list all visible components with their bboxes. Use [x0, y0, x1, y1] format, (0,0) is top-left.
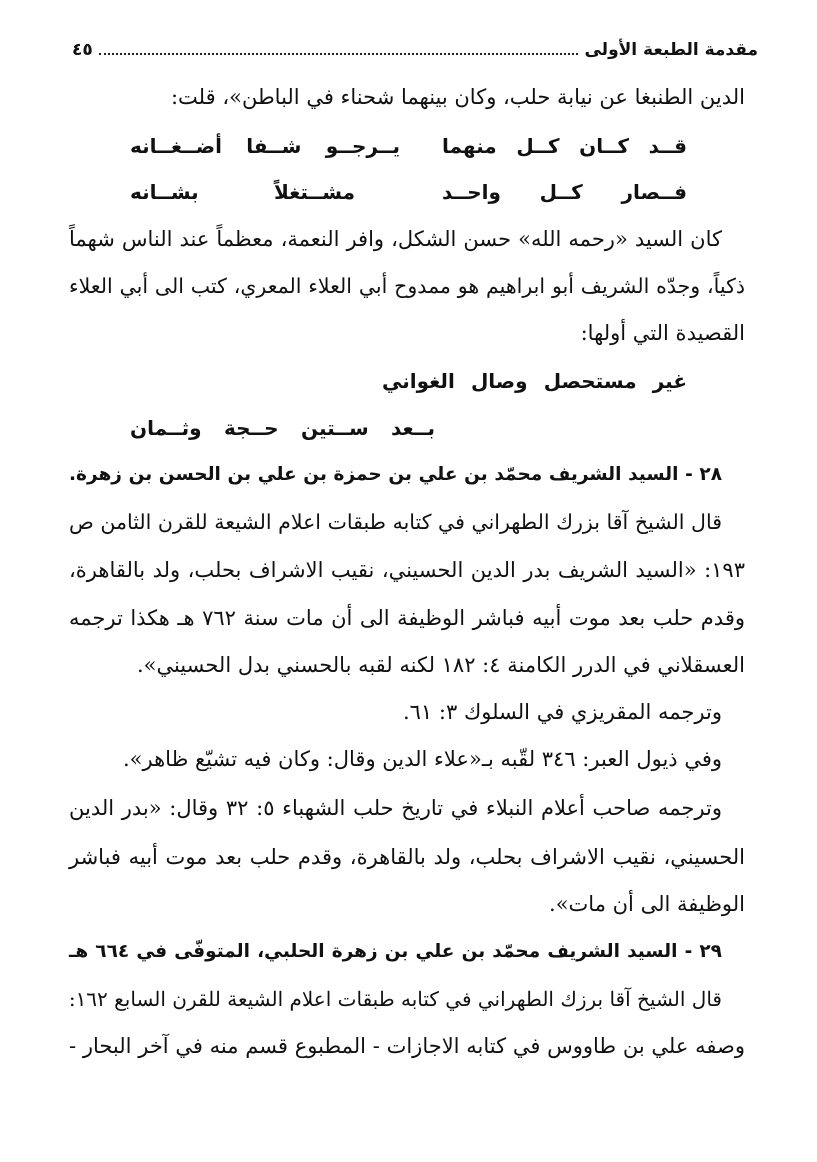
verse-hemistich-left: مشــتغلاً بشــانه: [130, 180, 355, 204]
text-line: وصفه علي بن طاووس في كتابه الاجازات - المطبوع قسم منه في آخر البحار -: [69, 1034, 745, 1058]
text-line: ذكياً، وجدّه الشريف أبو ابراهيم هو ممدوح أبي العلاء المعري، كتب الى أبي العلاء: [69, 274, 745, 298]
verse-line: بــعد ســتين حــجة وثــمان: [130, 416, 435, 440]
text-line: قال الشيخ آقا برزك الطهراني في كتابه طبقات اعلام الشيعة للقرن السابع ١٦٢:: [68, 987, 722, 1011]
text-line: ١٩٣: «السيد الشريف بدر الدين الحسيني، نقيب الاشراف بحلب، ولد بالقاهرة،: [69, 558, 745, 582]
text-line: وترجمه المقريزي في السلوك ٣: ٦١.: [402, 700, 722, 724]
verse-hemistich-right: فــصار كــل واحــد: [442, 180, 687, 204]
running-header: [72, 30, 758, 60]
text-line: العسقلاني في الدرر الكامنة ٤: ١٨٢ لكنه لقبه بالحسني بدل الحسيني».: [136, 653, 745, 677]
text-line: كان السيد «رحمه الله» حسن الشكل، وافر النعمة، معظماً عند الناس شهماً: [69, 227, 722, 251]
text-line: وترجمه صاحب أعلام النبلاء في تاريخ حلب الشهباء ٥: ٣٢ وقال: «بدر الدين: [69, 796, 722, 820]
text-line: قال الشيخ آقا بزرك الطهراني في كتابه طبقات اعلام الشيعة للقرن الثامن ص: [69, 510, 722, 534]
text-line: الدين الطنبغا عن نيابة حلب، وكان بينهما شحناء في الباطن»، قلت:: [170, 85, 745, 109]
text-line: الوظيفة الى أن مات».: [549, 892, 745, 916]
verse-hemistich-left: يــرجــو شــفا أضــغــانه: [130, 134, 400, 158]
text-line: الحسيني، نقيب الاشراف بحلب، ولد بالقاهرة، وقدم حلب بعد موت أبيه فباشر: [69, 845, 745, 869]
entry-heading-29: ٢٩ - السيد الشريف محمّد بن علي بن زهرة الحلبي، المتوفّى في ٦٦٤ هـ: [69, 941, 722, 962]
verse-hemistich-right: قــد كــان كــل منهما: [442, 134, 687, 158]
verse-line: غير مستحصل وصال الغواني: [382, 369, 687, 393]
text-line: وقدم حلب بعد موت أبيه فباشر الوظيفة الى أن مات سنة ٧٦٢ هـ هكذا ترجمه: [69, 606, 745, 630]
entry-heading-28: ٢٨ - السيد الشريف محمّد بن علي بن حمزة بن علي بن الحسن بن زهرة.: [69, 464, 722, 485]
header-title: مقدمة الطبعة الأولى: [584, 40, 758, 60]
header-dot-leader: [99, 52, 579, 55]
page-number: ٤٥: [72, 40, 93, 60]
text-line: وفي ذيول العبر: ٣٤٦ لقّبه بـ«علاء الدين وقال: وكان فيه تشيّع ظاهر».: [123, 747, 722, 771]
text-line: القصيدة التي أولها:: [580, 321, 745, 345]
